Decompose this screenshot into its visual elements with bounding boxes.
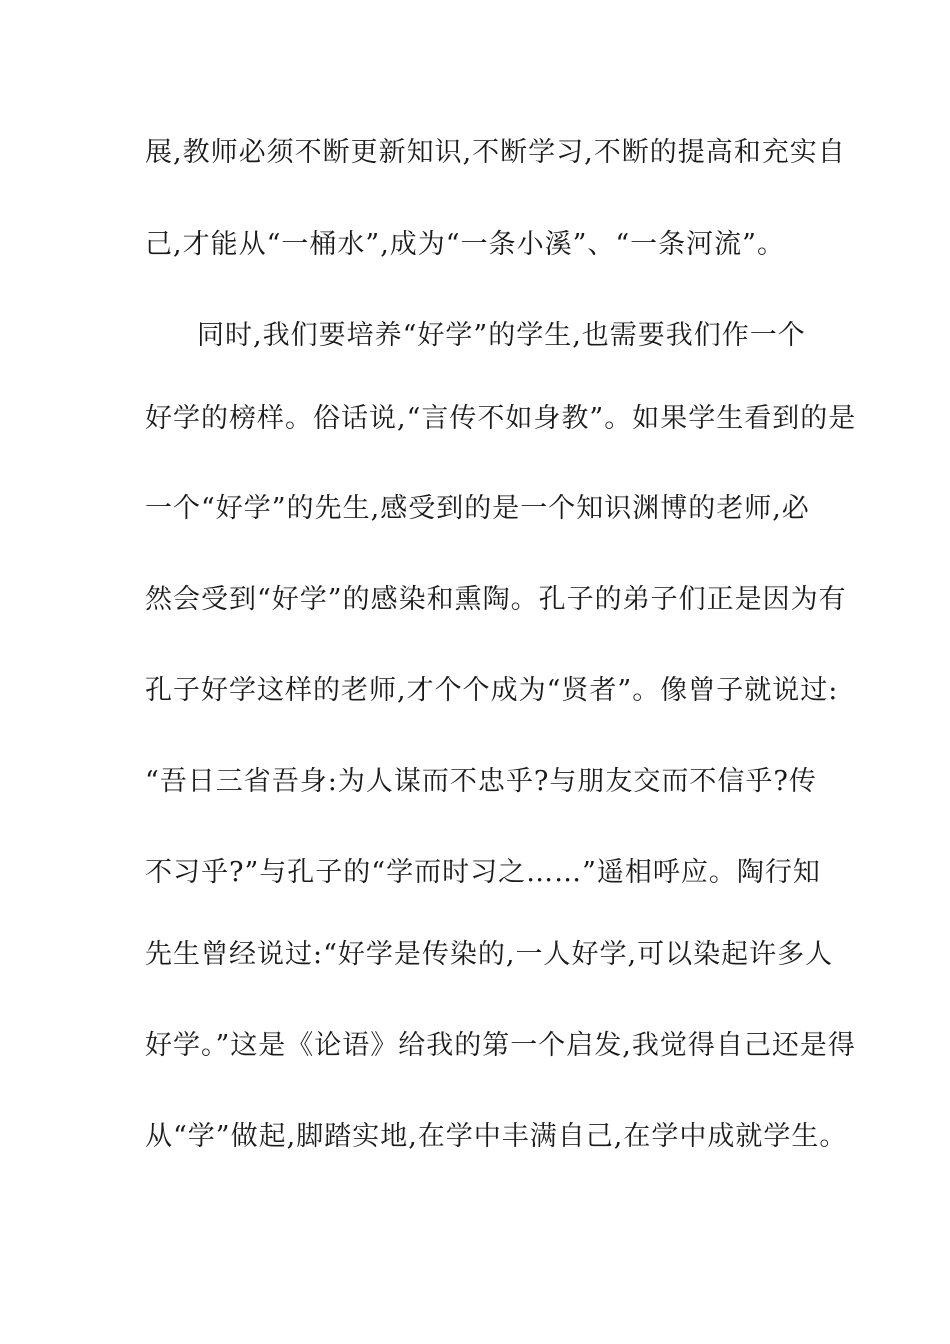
text-line: 己,才能从“一桶水”,成为“一条小溪”、“一条河流”。 bbox=[145, 229, 785, 260]
text-line: 一个“好学”的先生,感受到的是一个知识渊博的老师,必 bbox=[145, 493, 810, 524]
text-line: 不习乎?”与孔子的“学而时习之……”遥相呼应。陶行知 bbox=[145, 857, 821, 888]
text-line: 然会受到“好学”的感染和熏陶。孔子的弟子们正是因为有 bbox=[145, 584, 847, 615]
text-line: 先生曾经说过:“好学是传染的,一人好学,可以染起许多人 bbox=[145, 939, 834, 970]
text-line: 好学。”这是《论语》给我的第一个启发,我觉得自己还是得 bbox=[145, 1030, 856, 1061]
text-line: 好学的榜样。俗话说,“言传不如身教”。如果学生看到的是 bbox=[145, 403, 857, 434]
text-line: “吾日三省吾身:为人谋而不忠乎?与朋友交而不信乎?传 bbox=[145, 766, 817, 797]
text-line: 展,教师必须不断更新知识,不断学习,不断的提高和充实自 bbox=[145, 137, 846, 168]
text-line-paragraph-start: 同时,我们要培养“好学”的学生,也需要我们作一个 bbox=[197, 320, 806, 351]
text-line: 孔子好学这样的老师,才个个成为“贤者”。像曾子就说过: bbox=[145, 675, 839, 706]
text-line: 从“学”做起,脚踏实地,在学中丰满自己,在学中成就学生。 bbox=[145, 1121, 848, 1152]
